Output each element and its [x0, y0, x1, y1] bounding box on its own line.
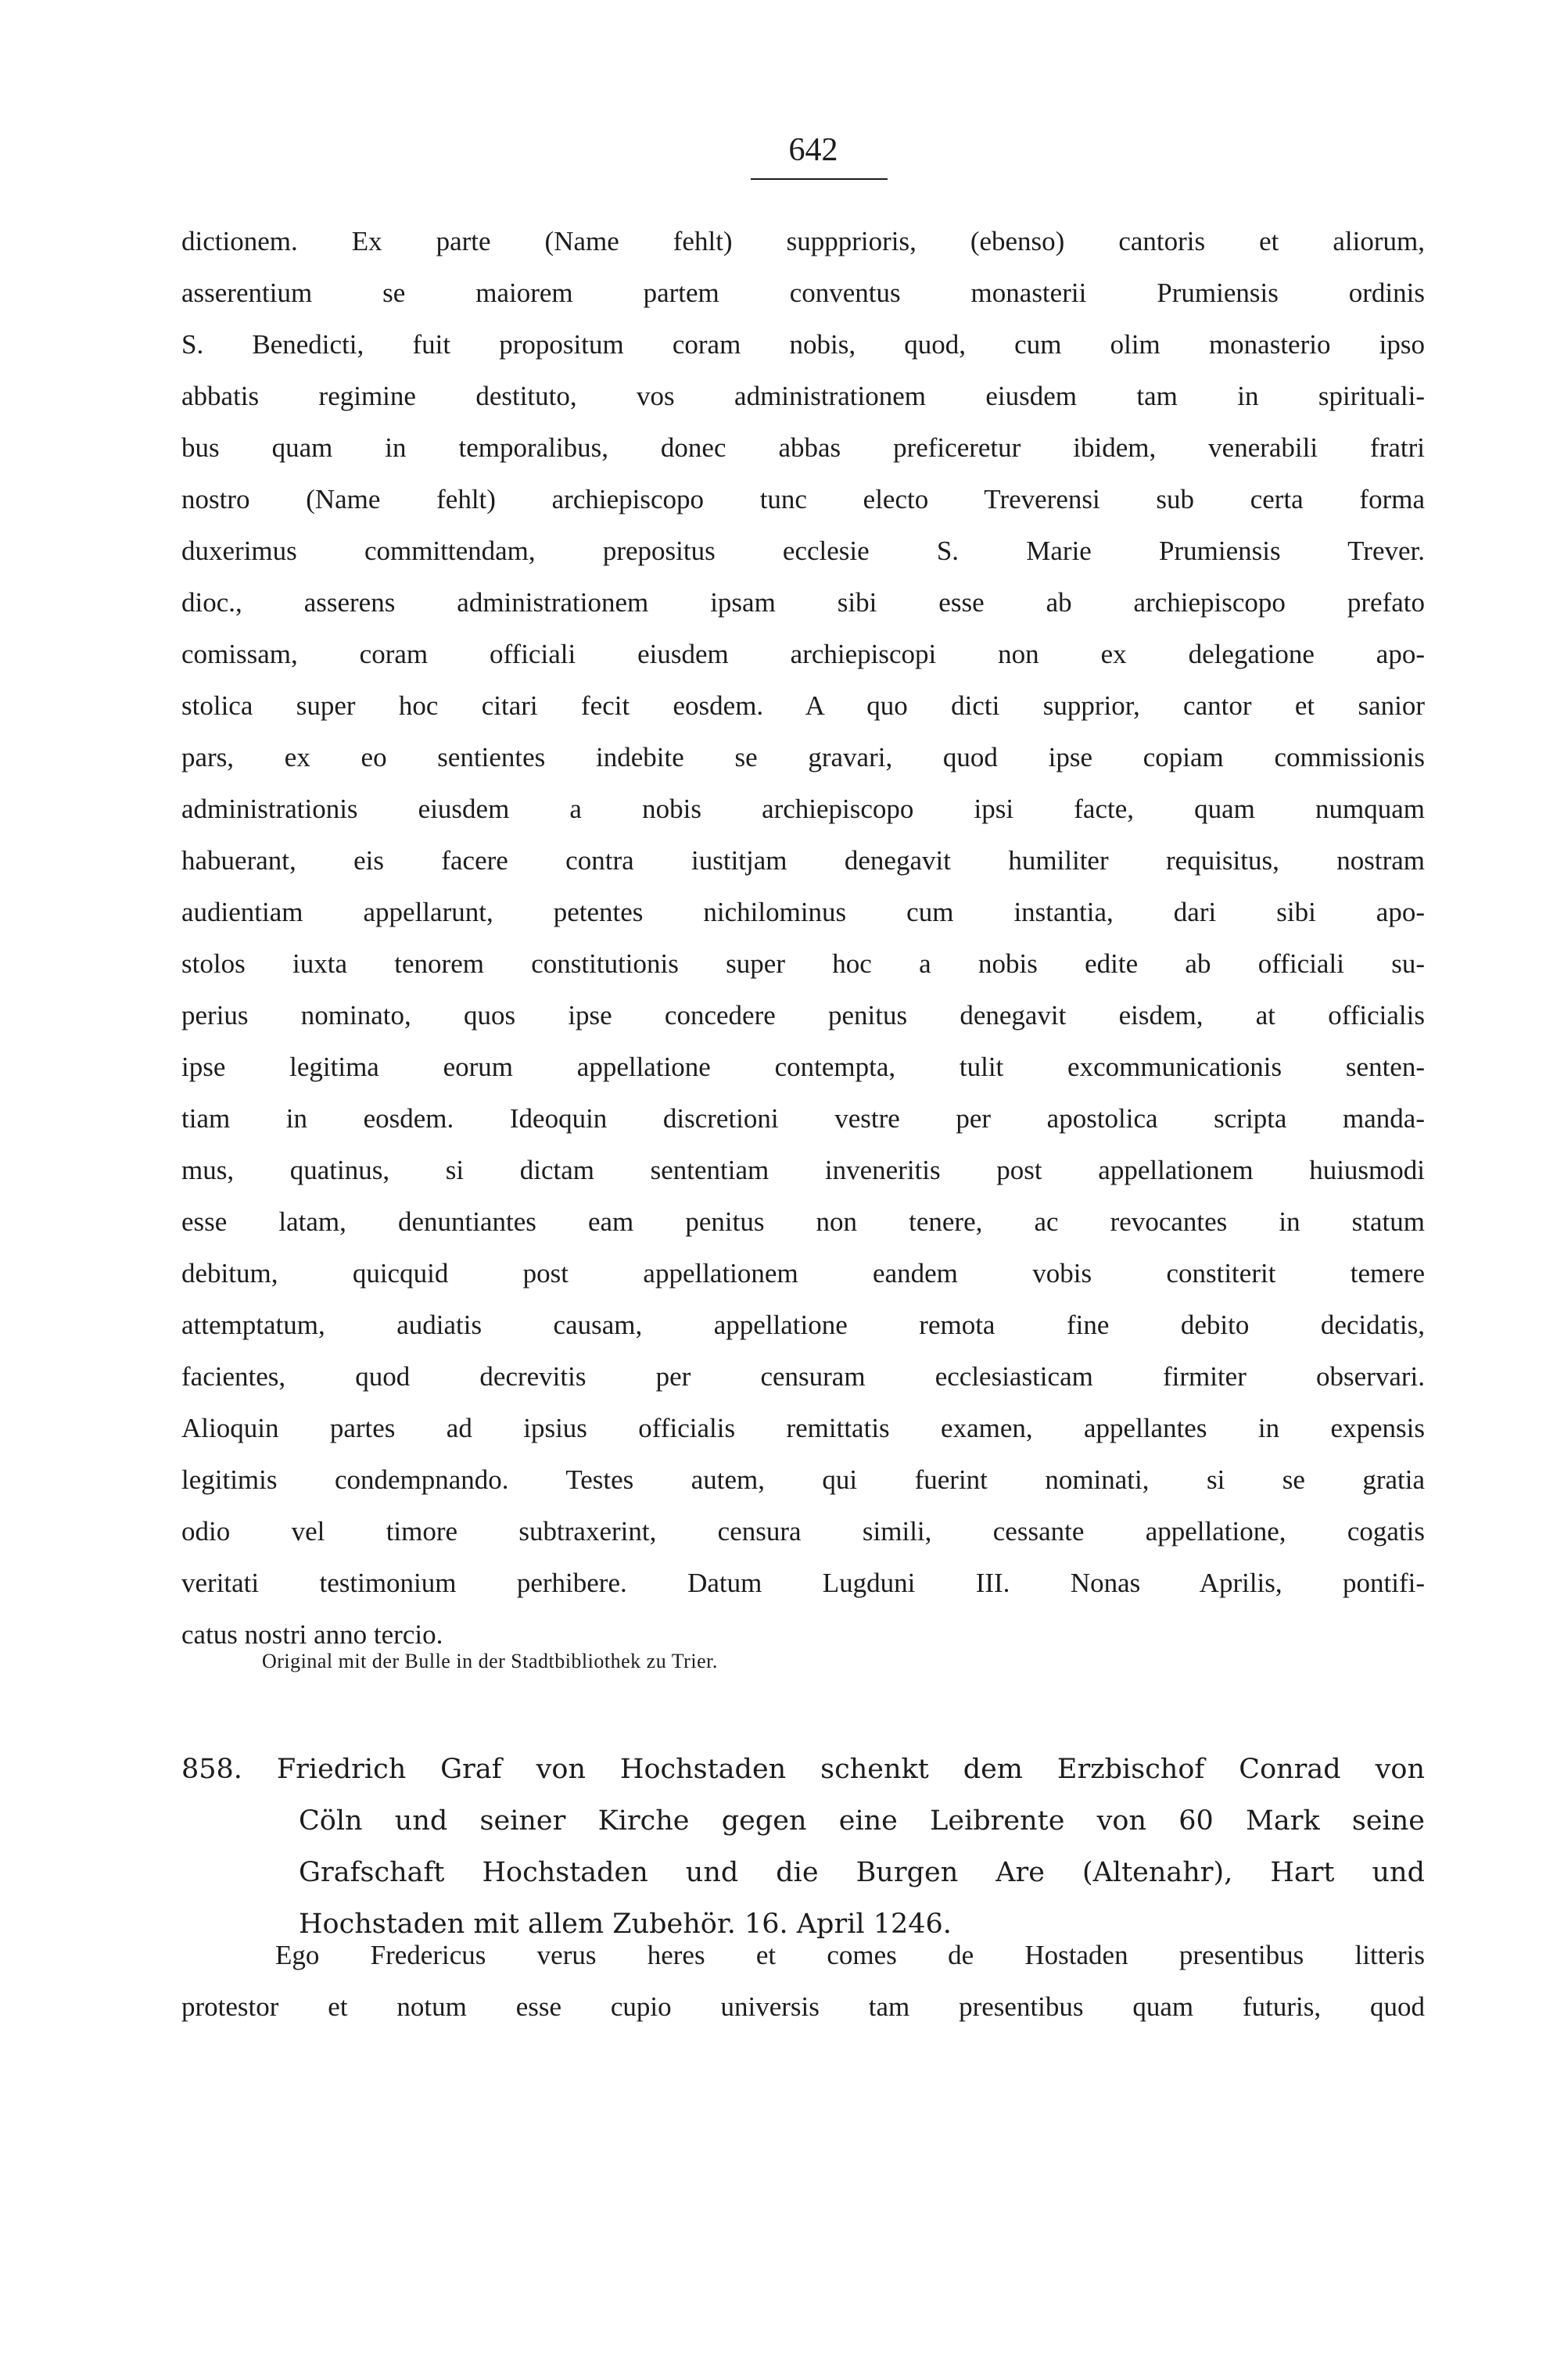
- body-line: stolos iuxta tenorem constitutionis super hoc a nobis edite ab officiali su-: [181, 948, 1425, 979]
- body-line: duxerimus committendam, prepositus ecclesie S. Marie Prumiensis Trever.: [181, 536, 1425, 566]
- body-line: protestor et notum esse cupio universis tam presentibus quam futuris, quod: [181, 1991, 1425, 2022]
- heading-line: Grafschaft Hochstaden und die Burgen Are (Altenahr), Hart und: [299, 1857, 1425, 1888]
- body-line: administrationis eiusdem a nobis archiepiscopo ipsi facte, quam numquam: [181, 794, 1425, 824]
- body-line: catus nostri anno tercio.: [181, 1619, 443, 1650]
- body-line: asserentium se maiorem partem conventus monasterii Prumiensis ordinis: [181, 278, 1425, 308]
- body-line: attemptatum, audiatis causam, appellatione remota fine debito decidatis,: [181, 1310, 1425, 1340]
- body-line: debitum, quicquid post appellationem eandem vobis constiterit temere: [181, 1258, 1425, 1289]
- heading-line: Hochstaden mit allem Zubehör. 16. April 1246.: [299, 1909, 952, 1940]
- body-line: dictionem. Ex parte (Name fehlt) suppprioris, (ebenso) cantoris et aliorum,: [181, 226, 1425, 256]
- body-line: veritati testimonium perhibere. Datum Lugduni III. Nonas Aprilis, pontifi-: [181, 1568, 1425, 1598]
- body-line: abbatis regimine destituto, vos administrationem eiusdem tam in spirituali-: [181, 381, 1425, 411]
- body-line: Ego Fredericus verus heres et comes de Hostaden presentibus litteris: [275, 1940, 1425, 1970]
- body-line: ipse legitima eorum appellatione contempta, tulit excommunicationis senten-: [181, 1052, 1425, 1082]
- page-number: 642: [788, 132, 838, 168]
- heading-line: Cöln und seiner Kirche gegen eine Leibrente von 60 Mark seine: [299, 1805, 1425, 1837]
- body-line: esse latam, denuntiantes eam penitus non tenere, ac revocantes in statum: [181, 1206, 1425, 1237]
- body-line: stolica super hoc citari fecit eosdem. A quo dicti supprior, cantor et sanior: [181, 690, 1425, 721]
- body-line: odio vel timore subtraxerint, censura simili, cessante appellatione, cogatis: [181, 1516, 1425, 1547]
- body-line: comissam, coram officiali eiusdem archiepiscopi non ex delegatione apo-: [181, 639, 1425, 669]
- body-line: Alioquin partes ad ipsius officialis remittatis examen, appellantes in expensis: [181, 1413, 1425, 1443]
- body-line: facientes, quod decrevitis per censuram ecclesiasticam firmiter observari.: [181, 1361, 1425, 1392]
- body-line: habuerant, eis facere contra iustitjam denegavit humiliter requisitus, nostram: [181, 845, 1425, 876]
- heading-line: 858. Friedrich Graf von Hochstaden schenkt dem Erzbischof Conrad von: [181, 1754, 1425, 1785]
- body-line: legitimis condempnando. Testes autem, qui fuerint nominati, si se gratia: [181, 1464, 1425, 1495]
- body-line: perius nominato, quos ipse concedere penitus denegavit eisdem, at officialis: [181, 1000, 1425, 1030]
- body-line: S. Benedicti, fuit propositum coram nobis, quod, cum olim monasterio ipso: [181, 329, 1425, 360]
- document-858-body: [181, 1930, 1425, 2033]
- body-line: nostro (Name fehlt) archiepiscopo tunc electo Treverensi sub certa forma: [181, 484, 1425, 514]
- body-line: tiam in eosdem. Ideoquin discretioni vestre per apostolica scripta manda-: [181, 1103, 1425, 1134]
- page-number-rule: [751, 178, 888, 180]
- document-body: [181, 216, 1425, 1661]
- source-note: Original mit der Bulle in der Stadtbibliothek zu Trier.: [262, 1650, 718, 1672]
- body-line: dioc., asserens administrationem ipsam sibi esse ab archiepiscopo prefato: [181, 587, 1425, 618]
- body-line: audientiam appellarunt, petentes nichilominus cum instantia, dari sibi apo-: [181, 897, 1425, 927]
- body-line: mus, quatinus, si dictam sententiam inveneritis post appellationem huiusmodi: [181, 1155, 1425, 1185]
- document-858-heading: [181, 1744, 1425, 1950]
- body-line: pars, ex eo sentientes indebite se gravari, quod ipse copiam commissionis: [181, 742, 1425, 772]
- body-line: bus quam in temporalibus, donec abbas preficeretur ibidem, venerabili fratri: [181, 432, 1425, 463]
